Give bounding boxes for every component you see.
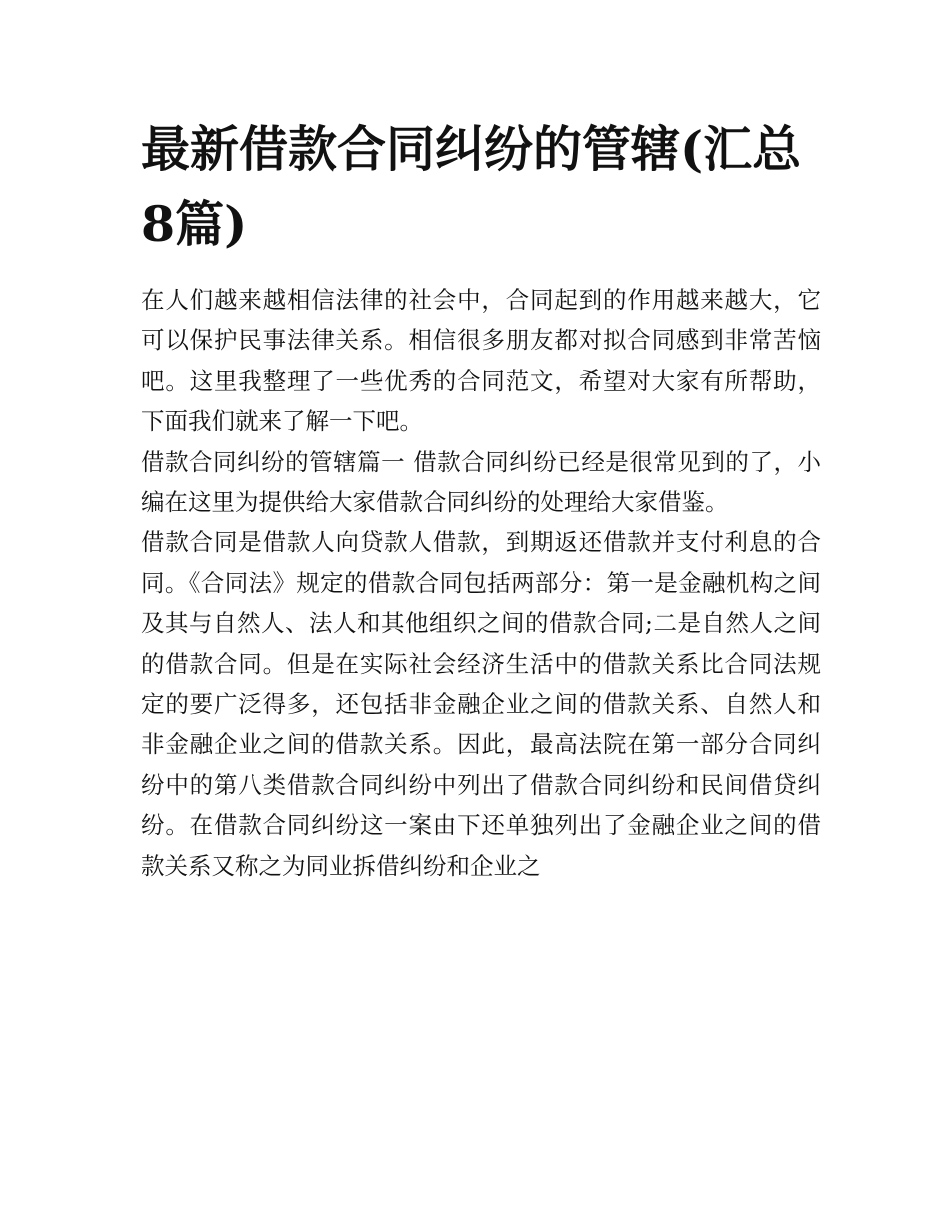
paragraph-intro: 在人们越来越相信法律的社会中，合同起到的作用越来越大，它可以保护民事法律关系。相信很多朋友都对拟合同感到非常苦恼吧。这里我整理了一些优秀的合同范文，希望对大家有所帮助，下面我们就来了解一下吧。 bbox=[141, 286, 821, 436]
document-body bbox=[141, 280, 821, 886]
paragraph-loan-contract: 借款合同是借款人向贷款人借款，到期返还借款并支付利息的合同。《合同法》规定的借款合同包括两部分：第一是金融机构之间及其与自然人、法人和其他组织之间的借款合同;二是自然人之间的借款合同。但是在实际社会经济生活中的借款关系比合同法规定的要广泛得多，还包括非金融企业之间的借款关系、自然人和非金融企业之间的借款关系。因此，最高法院在第一部分合同纠纷中的第八类借款合同纠纷中列出了借款合同纠纷和民间借贷纠纷。在借款合同纠纷这一案由下还单独列出了金融企业之间的借款关系又称之为同业拆借纠纷和企业之 bbox=[141, 528, 821, 880]
document-title: 最新借款合同纠纷的管辖(汇总8篇) bbox=[141, 120, 802, 253]
paragraph-section-one: 借款合同纠纷的管辖篇一 借款合同纠纷已经是很常见到的了，小编在这里为提供给大家借款合同纠纷的处理给大家借鉴。 bbox=[141, 447, 821, 517]
